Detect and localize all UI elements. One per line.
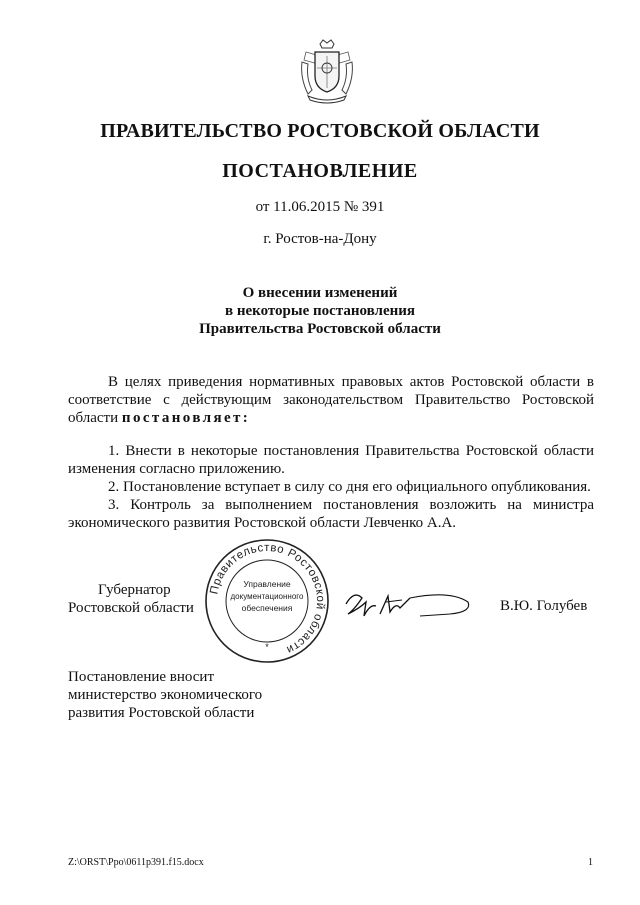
preamble-paragraph [68, 373, 594, 427]
page-number: 1 [588, 857, 593, 868]
subject-line: О внесении изменений [242, 285, 398, 301]
resolution-keyword: постановляет: [121, 410, 251, 426]
stamp-center-line: обеспечения [241, 603, 293, 613]
resolution-item-2: 2. Постановление вступает в силу со дня его официального опубликования. [108, 479, 591, 495]
city-line: г. Ростов-на-Дону [263, 231, 377, 247]
subject-line: в некоторые постановления [224, 303, 416, 319]
stamp-center-line: Управление [243, 579, 291, 589]
subject-line: Правительства Ростовской области [199, 321, 441, 337]
stamp-star-icon: * [265, 642, 269, 652]
signatory-role [68, 581, 208, 617]
signatory-role-line: Губернатор [98, 582, 171, 598]
note-line: министерство экономического [68, 687, 263, 703]
note-line: Постановление вносит [68, 669, 215, 685]
file-path: Z:\ORST\Ppo\0611p391.f15.docx [68, 857, 204, 868]
signatory-name: В.Ю. Голубев [500, 598, 588, 614]
submitted-by-note [68, 668, 308, 722]
date-number-line: от 11.06.2015 № 391 [255, 199, 385, 215]
handwritten-signature [340, 584, 480, 624]
signatory-role-line: Ростовской области [68, 600, 194, 616]
resolution-item-3: 3. Контроль за выполнением постановления возложить на министра экономического развития Ростовской области Левченко А.А. [68, 497, 594, 531]
stamp-center-line: документационного [230, 592, 304, 601]
preamble-text: В целях приведения нормативных правовых актов Ростовской области в соответствие с действующим законодательством Правительство Ростовской области [68, 374, 594, 426]
document-type: ПОСТАНОВЛЕНИЕ [222, 160, 418, 182]
official-stamp [203, 537, 331, 665]
resolution-item-1: 1. Внести в некоторые постановления Правительства Ростовской области изменения согласно приложению. [68, 443, 594, 477]
coat-of-arms-emblem [296, 38, 358, 106]
note-line: развития Ростовской области [68, 705, 255, 721]
stamp-ring-text: Правительство Ростовской области [208, 541, 327, 656]
government-title: ПРАВИТЕЛЬСТВО РОСТОВСКОЙ ОБЛАСТИ [100, 120, 540, 142]
document-subject [0, 284, 640, 338]
